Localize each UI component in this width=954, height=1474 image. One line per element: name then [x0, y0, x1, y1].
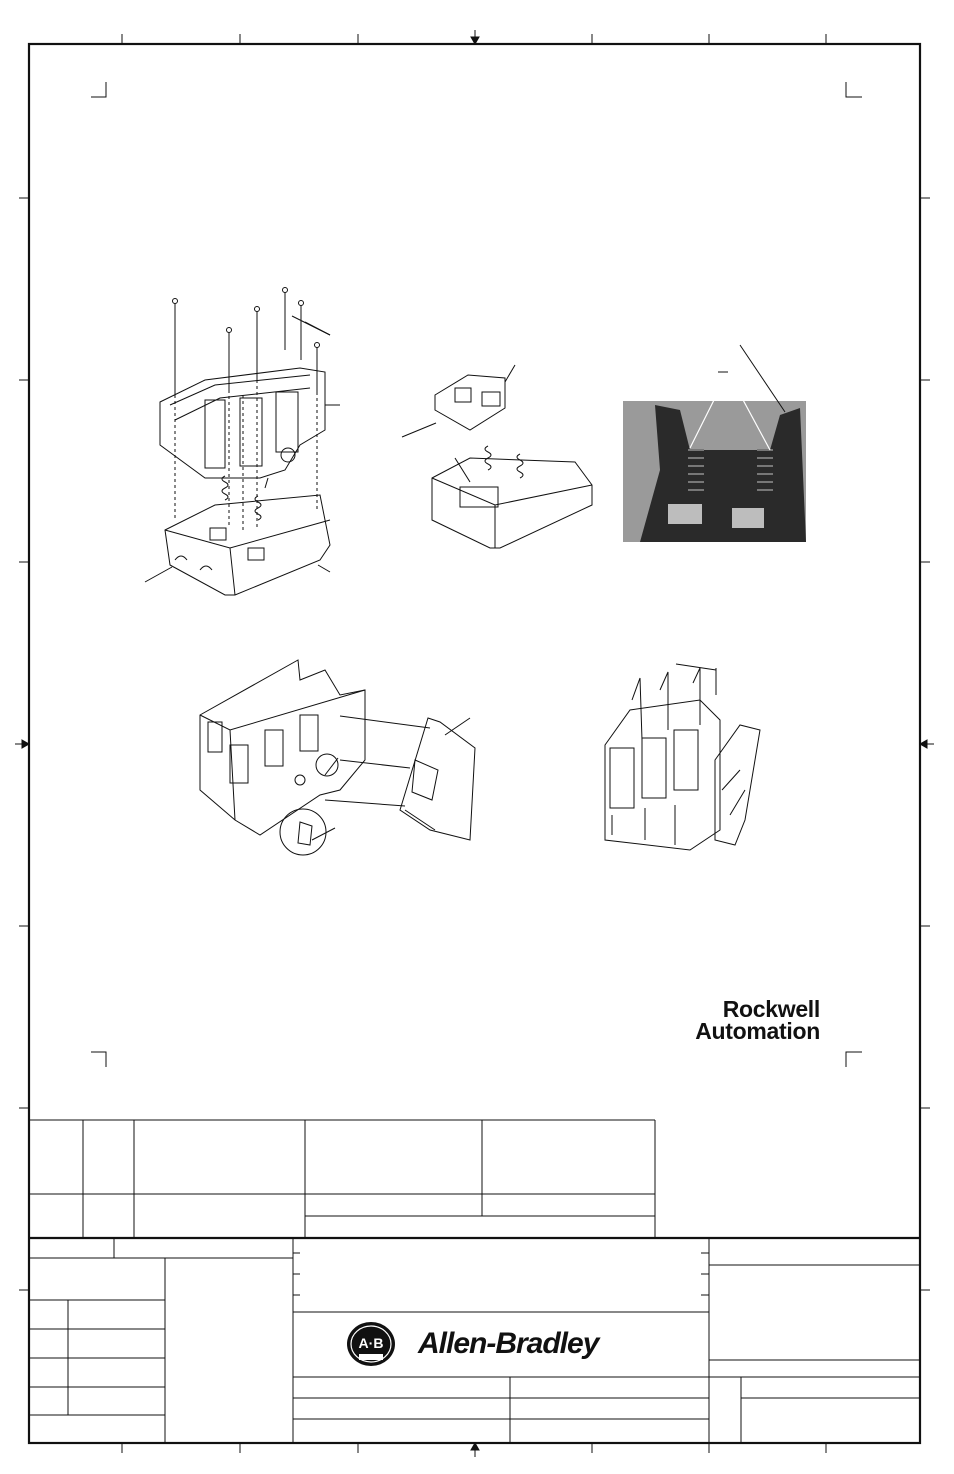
zone-ticks-right — [920, 198, 934, 1290]
side-cover-assembly-drawing — [200, 660, 475, 855]
exploded-contactor-drawing — [145, 288, 340, 596]
crop-marks — [91, 82, 862, 1067]
zone-ticks-left — [15, 198, 29, 1290]
zone-ticks-top — [122, 30, 826, 44]
base-insert-drawing — [402, 365, 592, 548]
sheet-border — [29, 44, 920, 1443]
allen-bradley-logo-text: Allen-Bradley — [418, 1327, 599, 1360]
title-block — [29, 1120, 920, 1443]
assembled-contactor-drawing — [605, 664, 760, 850]
rockwell-logo-line1: Rockwell — [722, 996, 820, 1022]
zone-ticks-bottom — [122, 1443, 826, 1457]
allen-bradley-badge-icon — [346, 1321, 396, 1367]
alignment-lines — [175, 380, 317, 530]
screws — [173, 288, 320, 396]
svg-text:A·B: A·B — [358, 1335, 384, 1351]
rockwell-logo-line2: Automation — [695, 1018, 820, 1044]
rockwell-automation-logo — [640, 998, 820, 1042]
spring-photo — [623, 345, 806, 542]
